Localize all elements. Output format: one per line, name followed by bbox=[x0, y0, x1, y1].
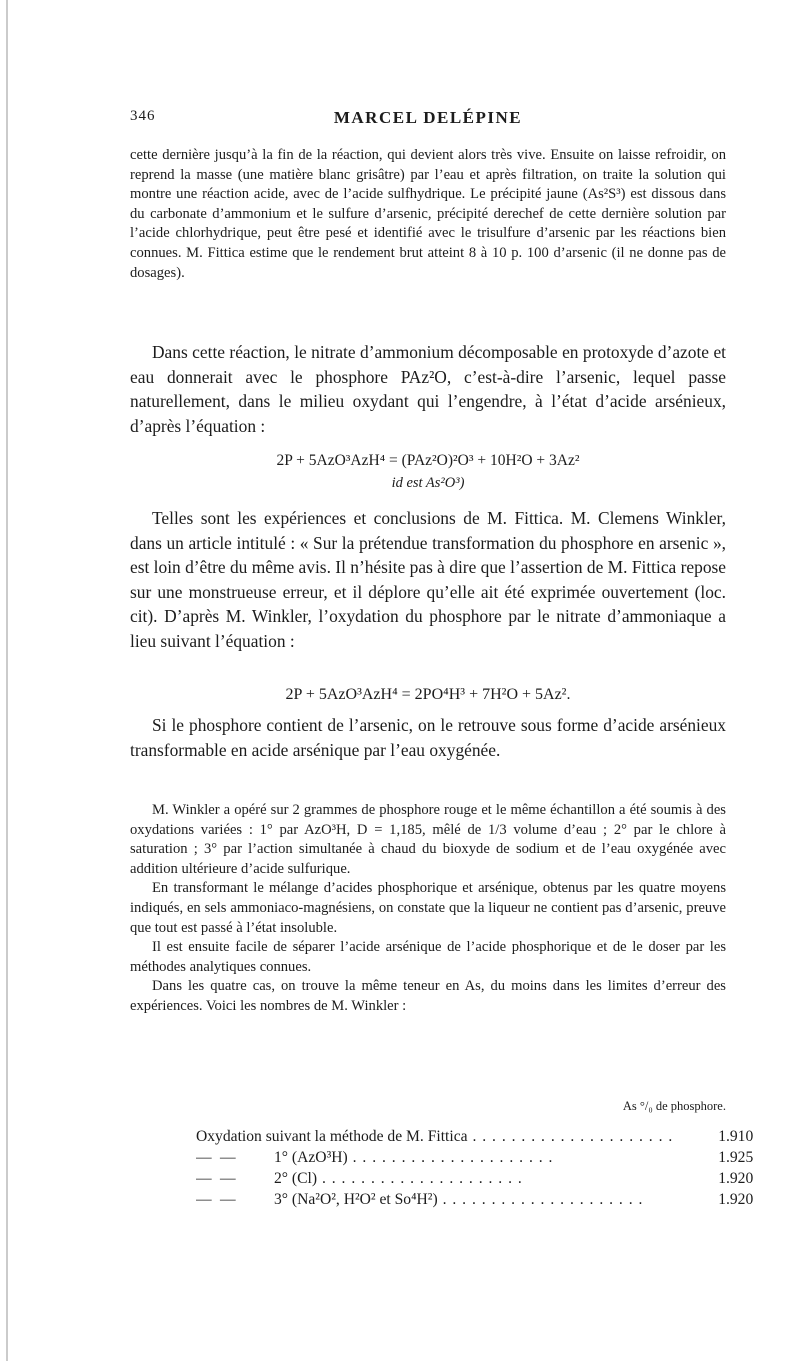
row-value: 1.920 bbox=[718, 1170, 754, 1187]
paragraph-block-5 bbox=[130, 801, 726, 1017]
page-number: 346 bbox=[130, 108, 156, 124]
table-unit-label: As °/₀ de phosphore. bbox=[622, 1099, 726, 1113]
equation-2: 2P + 5AzO³AzH⁴ = 2PO⁴H³ + 7H²O + 5Az². bbox=[285, 686, 571, 703]
equation-1-note: id est As²O³) bbox=[391, 475, 465, 491]
paragraph: Si le phosphore contient de l’arsenic, on le retrouve sous forme d’acide arsénieux transformable en acide arsénique par l’eau oxygénée. bbox=[130, 715, 726, 760]
row-label: 1° (AzO³H) bbox=[274, 1149, 348, 1166]
row-value: 1.920 bbox=[718, 1191, 754, 1208]
paragraph: Il est ensuite facile de séparer l’acide arsénique de l’acide phosphorique et de le doser par les méthodes analytiques connues. bbox=[130, 939, 726, 975]
page-scan-edge bbox=[6, 0, 8, 1361]
paragraph: cette dernière jusqu’à la fin de la réaction, qui devient alors très vive. Ensuite on laisse refroidir, on reprend la masse (une matière blanc grisâtre) par l’eau et après filtration, on traite la solution qui montre une réaction acide, avec de l’acide sulfhydrique. Le précipité jaune (As²S³) est dissous dans du carbonate d’ammonium et le sulfure d’arsenic, précipité derechef de cette dernière solution par l’acide chlorhydrique, peut être pesé et identifié avec le trisulfure d’arsenic par les réactions bien connues. M. Fittica estime que le rendement brut atteint 8 à 10 p. 100 d’arsenic (il ne donne pas de dosages). bbox=[130, 147, 726, 281]
table-row: — — 2° (Cl) . . . 1.920 bbox=[196, 1170, 755, 1191]
row-label: 2° (Cl) bbox=[274, 1170, 318, 1187]
table-row bbox=[196, 1128, 755, 1149]
leader-dots bbox=[438, 1191, 644, 1208]
row-label: Oxydation suivant la méthode de M. Fittica bbox=[196, 1128, 468, 1145]
table-row: — — 3° (Na²O², H²O² et So⁴H²) . . . 1.920 bbox=[196, 1191, 755, 1212]
paragraph-block-2 bbox=[130, 340, 726, 438]
paragraph: En transformant le mélange d’acides phosphorique et arsénique, obtenus par les quatre moyens indiqués, en sels ammoniaco-magnésiens, on constate que la liqueur ne contient pas d’arsenic, preuve que tout est passé à l’état insoluble. bbox=[130, 880, 726, 936]
equation-1: 2P + 5AzO³AzH⁴ = (PAz²O)²O³ + 10H²O + 3Az² bbox=[276, 452, 580, 469]
row-label: 3° (Na²O², H²O² et So⁴H²) bbox=[274, 1191, 438, 1208]
leader-dots bbox=[348, 1149, 554, 1166]
row-value: 1.925 bbox=[718, 1149, 754, 1166]
leader-dots bbox=[317, 1170, 523, 1187]
results-table bbox=[196, 1128, 755, 1212]
paragraph: Dans les quatre cas, on trouve la même teneur en As, du moins dans les limites d’erreur des expériences. Voici les nombres de M. Winkler : bbox=[130, 978, 726, 1014]
running-head: MARCEL DELÉPINE bbox=[333, 108, 523, 127]
table-row: — — 1° (AzO³H) . . . 1.925 bbox=[196, 1149, 755, 1170]
leader-dots bbox=[468, 1128, 674, 1145]
page-header bbox=[130, 108, 726, 132]
paragraph: M. Winkler a opéré sur 2 grammes de phosphore rouge et le même échantillon a été soumis à des oxydations variées : 1° par AzO³H, D = 1,185, mêlé de 1/3 volume d’eau ; 2° par le chlore à saturation ; 3° par l’action simultanée à chaud du bioxyde de sodium et de l’eau oxygénée avec addition ultérieure d’acide sulfurique. bbox=[130, 802, 726, 877]
row-value: 1.910 bbox=[718, 1128, 754, 1145]
paragraph: Dans cette réaction, le nitrate d’ammonium décomposable en protoxyde d’azote et eau donnerait avec le phosphore PAz²O, c’est-à-dire l’arsenic, lequel passe naturellement, dans le milieu oxydant qui l’engendre, à l’état d’acide arsénieux, d’après l’équation : bbox=[130, 342, 726, 436]
paragraph: Telles sont les expériences et conclusions de M. Fittica. M. Clemens Winkler, dans un article intitulé : « Sur la prétendue transformation du phosphore en arsenic », est loin d’être du même avis. Il n’hésite pas à dire que l’assertion de M. Fittica repose sur une monstrueuse erreur, et il déplore qu’elle ait été exprimée ouvertement (loc. cit). D’après M. Winkler, l’oxydation du phosphore par le nitrate d’ammoniaque a lieu suivant l’équation : bbox=[130, 508, 726, 651]
paragraph-block-1 bbox=[130, 146, 726, 283]
paragraph-block-3 bbox=[130, 506, 726, 654]
paragraph-block-4 bbox=[130, 713, 726, 762]
